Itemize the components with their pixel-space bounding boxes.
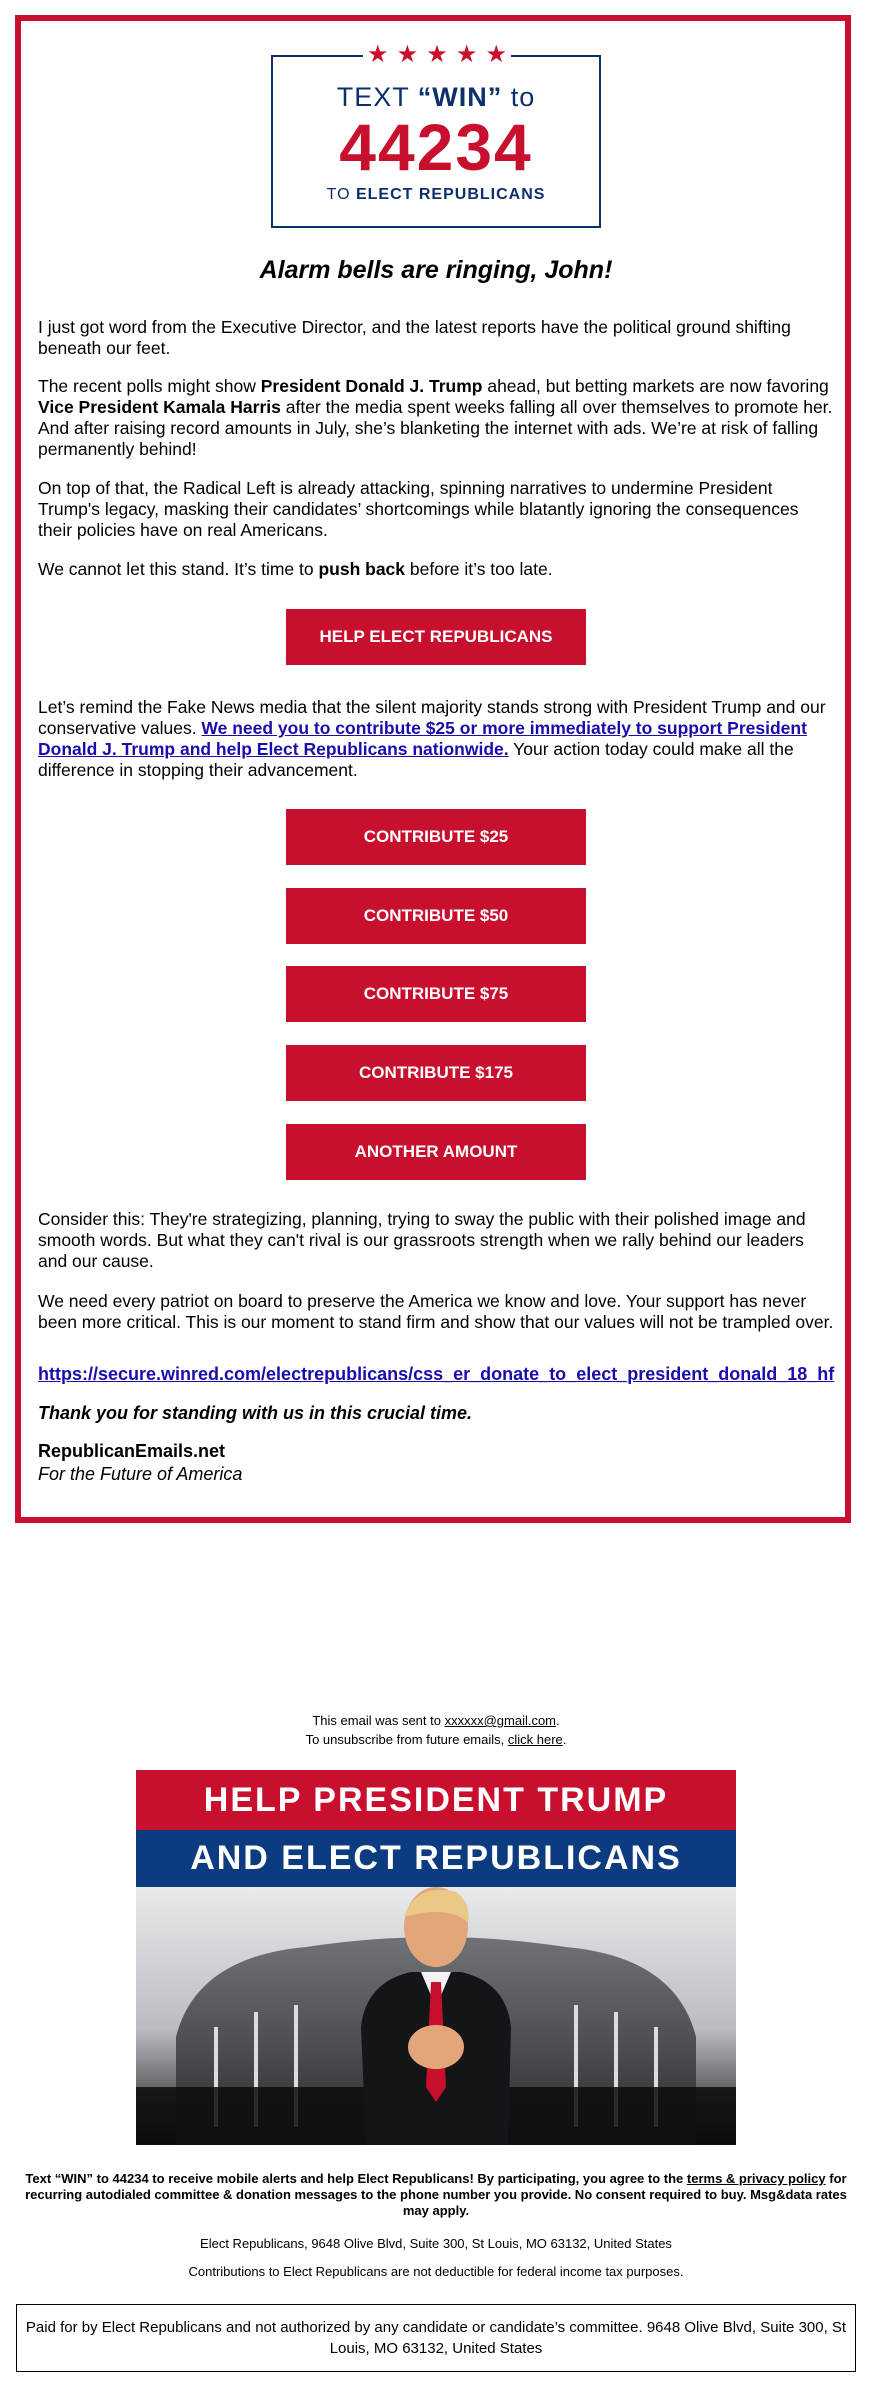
terms-privacy-link[interactable]: terms & privacy policy	[686, 2171, 826, 2186]
contribute-75-button[interactable]: CONTRIBUTE $75	[286, 966, 586, 1022]
banner-line1: HELP PRESIDENT TRUMP	[136, 1770, 736, 1830]
another-amount-button[interactable]: ANOTHER AMOUNT	[286, 1124, 586, 1180]
contribute-link[interactable]: We need you to contribute $25 or more immediately to support President Donald J. Trump and help Elect Republicans nationwide.	[38, 718, 807, 759]
logo-line1: TEXT “WIN” to	[336, 82, 536, 112]
logo-line3: TO ELECT REPUBLICANS	[326, 186, 546, 203]
thank-you-line: Thank you for standing with us in this crucial time.	[38, 1403, 473, 1423]
paragraph-7: We need every patriot on board to preserve the America we know and love. Your support has never been more critical. This is our moment to stand firm and show that our values will not be trampled over.	[38, 1291, 834, 1332]
paragraph-2: The recent polls might show President Donald J. Trump ahead, but betting markets are now favoring Vice President Kamala Harris after the media spent weeks falling all over themselves to promote her. And after raising record amounts in July, she’s blanketing the internet with ads. We’re at risk of falling permanently behind!	[38, 376, 833, 459]
paid-for-disclaimer: Paid for by Elect Republicans and not authorized by any candidate or candidate’s committee. 9648 Olive Blvd, Suite 300, St Louis, MO 63132, United States	[16, 2304, 856, 2372]
sms-disclaimer: Text “WIN” to 44234 to receive mobile alerts and help Elect Republicans! By participating, you agree to the terms & privacy policy for recurring autodialed committee & donation messages to the phone number you provide. No consent required to buy. Msg&data rates may apply.	[25, 2171, 847, 2218]
star-icon: ★	[485, 41, 507, 68]
star-icon: ★	[455, 41, 478, 68]
contribute-175-button[interactable]: CONTRIBUTE $175	[286, 1045, 586, 1101]
unsubscribe-link[interactable]: click here	[507, 1732, 563, 1747]
donation-url-link[interactable]: https://secure.winred.com/electrepublicans/css_er_donate_to_elect_president_donald_18_hf	[38, 1364, 835, 1384]
paragraph-4: We cannot let this stand. It’s time to push back before it’s too late.	[38, 559, 553, 579]
paragraph-3: On top of that, the Radical Left is already attacking, spinning narratives to undermine President Trump's legacy, masking their candidates’ shortcomings while blatantly ignoring the consequences their policies have on real Americans.	[38, 478, 799, 540]
help-elect-republicans-button[interactable]: HELP ELECT REPUBLICANS	[286, 609, 586, 665]
signature-tagline: For the Future of America	[38, 1464, 243, 1484]
paragraph-6: Consider this: They're strategizing, planning, trying to sway the public with their polished image and smooth words. But what they can't rival is our grassroots strength when we rally behind our leaders and our cause.	[38, 1209, 806, 1271]
capitol-and-trump-photo	[136, 1887, 736, 2145]
recipient-email-link[interactable]: xxxxxx@gmail.com	[444, 1713, 557, 1728]
star-icon: ★	[396, 41, 419, 68]
unsubscribe-line: To unsubscribe from future emails, click here.	[305, 1732, 567, 1747]
banner-line2: AND ELECT REPUBLICANS	[136, 1830, 736, 1887]
star-icon: ★	[426, 41, 448, 68]
contribute-25-button[interactable]: CONTRIBUTE $25	[286, 809, 586, 865]
sent-to-line: This email was sent to xxxxxx@gmail.com.	[312, 1713, 560, 1728]
logo-shortcode: 44234	[339, 110, 533, 184]
contribute-50-button[interactable]: CONTRIBUTE $50	[286, 888, 586, 944]
signature-org: RepublicanEmails.net	[38, 1441, 226, 1461]
tax-note: Contributions to Elect Republicans are not deductible for federal income tax purposes.	[188, 2264, 684, 2279]
mailing-address: Elect Republicans, 9648 Olive Blvd, Suite 300, St Louis, MO 63132, United States	[200, 2236, 672, 2251]
headline: Alarm bells are ringing, John!	[259, 256, 613, 284]
star-icon: ★	[367, 41, 389, 68]
trump-banner-image[interactable]	[136, 1770, 736, 2145]
paragraph-1: I just got word from the Executive Director, and the latest reports have the political ground shifting beneath our feet.	[38, 317, 791, 358]
paragraph-5: Let’s remind the Fake News media that the silent majority stands strong with President Trump and our conservative values. We need you to contribute $25 or more immediately to support President Donald J. Trump and help Elect Republicans nationwide. Your action today could make all the difference in stopping their advancement.	[38, 697, 826, 780]
logo-stars	[363, 40, 511, 70]
text-win-logo[interactable]	[271, 55, 601, 228]
